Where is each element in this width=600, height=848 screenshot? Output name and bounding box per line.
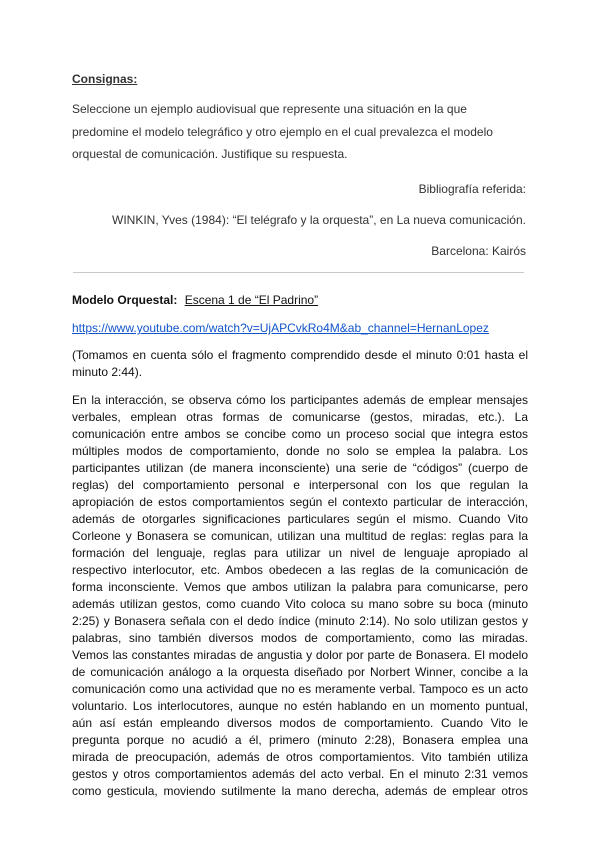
body-line: 2:25) y Bonasera señala con el dedo índice (minuto 2:14). No solo utilizan gestos y	[72, 614, 528, 628]
body-line: como gesticula, moviendo sutilmente la mano derecha, además de emplear otros	[72, 784, 528, 798]
prompt-line: orquestal de comunicación. Justifique su respuesta.	[72, 147, 348, 161]
body-line: comunicación como una actividad que no es meramente verbal. Tampoco es un acto	[72, 682, 528, 696]
analysis-paragraph	[72, 392, 528, 800]
body-line: de comunicación análogo a la orquesta diseñado por Norbert Winner, concibe a la	[72, 665, 528, 679]
scene-title: Escena 1 de “El Padrino”	[184, 293, 319, 307]
body-line: En la interacción, se observa cómo los participantes además de emplear mensajes	[72, 393, 528, 407]
bibliography-publisher: Barcelona: Kairós	[431, 244, 526, 258]
note-line: (Tomamos en cuenta sólo el fragmento comprendido desde el minuto 0:01 hasta el	[72, 348, 528, 362]
body-line: mirada de preocupación, además de otros comportamientos. Vito también utiliza	[72, 750, 528, 764]
body-line: formación del lenguaje, reglas para utilizar un nivel de lenguaje apropiado al	[72, 546, 528, 560]
body-line: forma inconsciente. Vemos que ambos utilizan la palabra para comunicarse, pero	[72, 580, 528, 594]
bibliography-label: Bibliografía referida:	[418, 182, 526, 196]
video-link[interactable]: https://www.youtube.com/watch?v=UjAPCvkRo4M&ab_channel=HernanLopez	[72, 321, 489, 335]
body-line: comunicación entre ambos se concibe como un proceso social que integra estos	[72, 427, 528, 441]
fragment-note	[72, 347, 528, 381]
body-line: además utilizan gestos, como cuando Vito coloca su mano sobre su boca (minuto	[72, 597, 528, 611]
body-line: apropiación de estos comportamientos según el contexto particular de interacción,	[72, 495, 528, 509]
body-line: aún así están empleando diversos modos de comportamiento. Cuando Vito le	[72, 716, 528, 730]
section-heading: Consignas:	[72, 72, 138, 86]
bibliography-reference: WINKIN, Yves (1984): “El telégrafo y la orquesta”, en La nueva comunicación.	[112, 213, 526, 227]
body-line: Corleone y Bonasera se comunican, utilizan una multitud de reglas: reglas para la	[72, 529, 528, 543]
assignment-prompt	[72, 98, 532, 166]
horizontal-divider	[73, 272, 524, 273]
bibliography	[66, 174, 526, 267]
model-label: Modelo Orquestal:	[72, 293, 178, 307]
body-line: voluntario. Los interlocutores, aunque no estén hablando en un momento puntual,	[72, 699, 528, 713]
body-line: verbales, emplean otras formas de comunicarse (gestos, miradas, etc.). La	[72, 410, 528, 424]
body-line: pregunta porque no acudió a él, primero (minuto 2:28), Bonasera emplea una	[72, 733, 528, 747]
body-line: además de otorgarles significaciones particulares según el mismo. Cuando Vito	[72, 512, 528, 526]
prompt-line: predomine el modelo telegráfico y otro ejemplo en el cual prevalezca el modelo	[72, 124, 493, 139]
body-line: múltiples modos de comportamiento, donde no solo se emplea la palabra. Los	[72, 444, 528, 458]
body-line: gestos y otros comportamientos además del acto verbal. En el minuto 2:31 vemos	[72, 767, 528, 781]
prompt-line: Seleccione un ejemplo audiovisual que represente una situación en la que	[72, 102, 467, 116]
body-line: Vemos las constantes miradas de angustia y dolor por parte de Bonasera. El modelo	[72, 648, 528, 662]
body-line: respectivo interlocutor, etc. Ambos obedecen a las reglas de la comunicación de	[72, 563, 528, 577]
body-line: participantes utilizan (de manera inconsciente) una serie de “códigos” (cuerpo de	[72, 461, 528, 475]
body-line: palabras, sino también diversos modos de comportamiento, como las miradas.	[72, 631, 528, 645]
model-title	[72, 293, 318, 307]
body-line: reglas) del comportamiento personal e interpersonal con los que regulan la	[72, 478, 528, 492]
note-line: minuto 2:44).	[72, 365, 143, 379]
